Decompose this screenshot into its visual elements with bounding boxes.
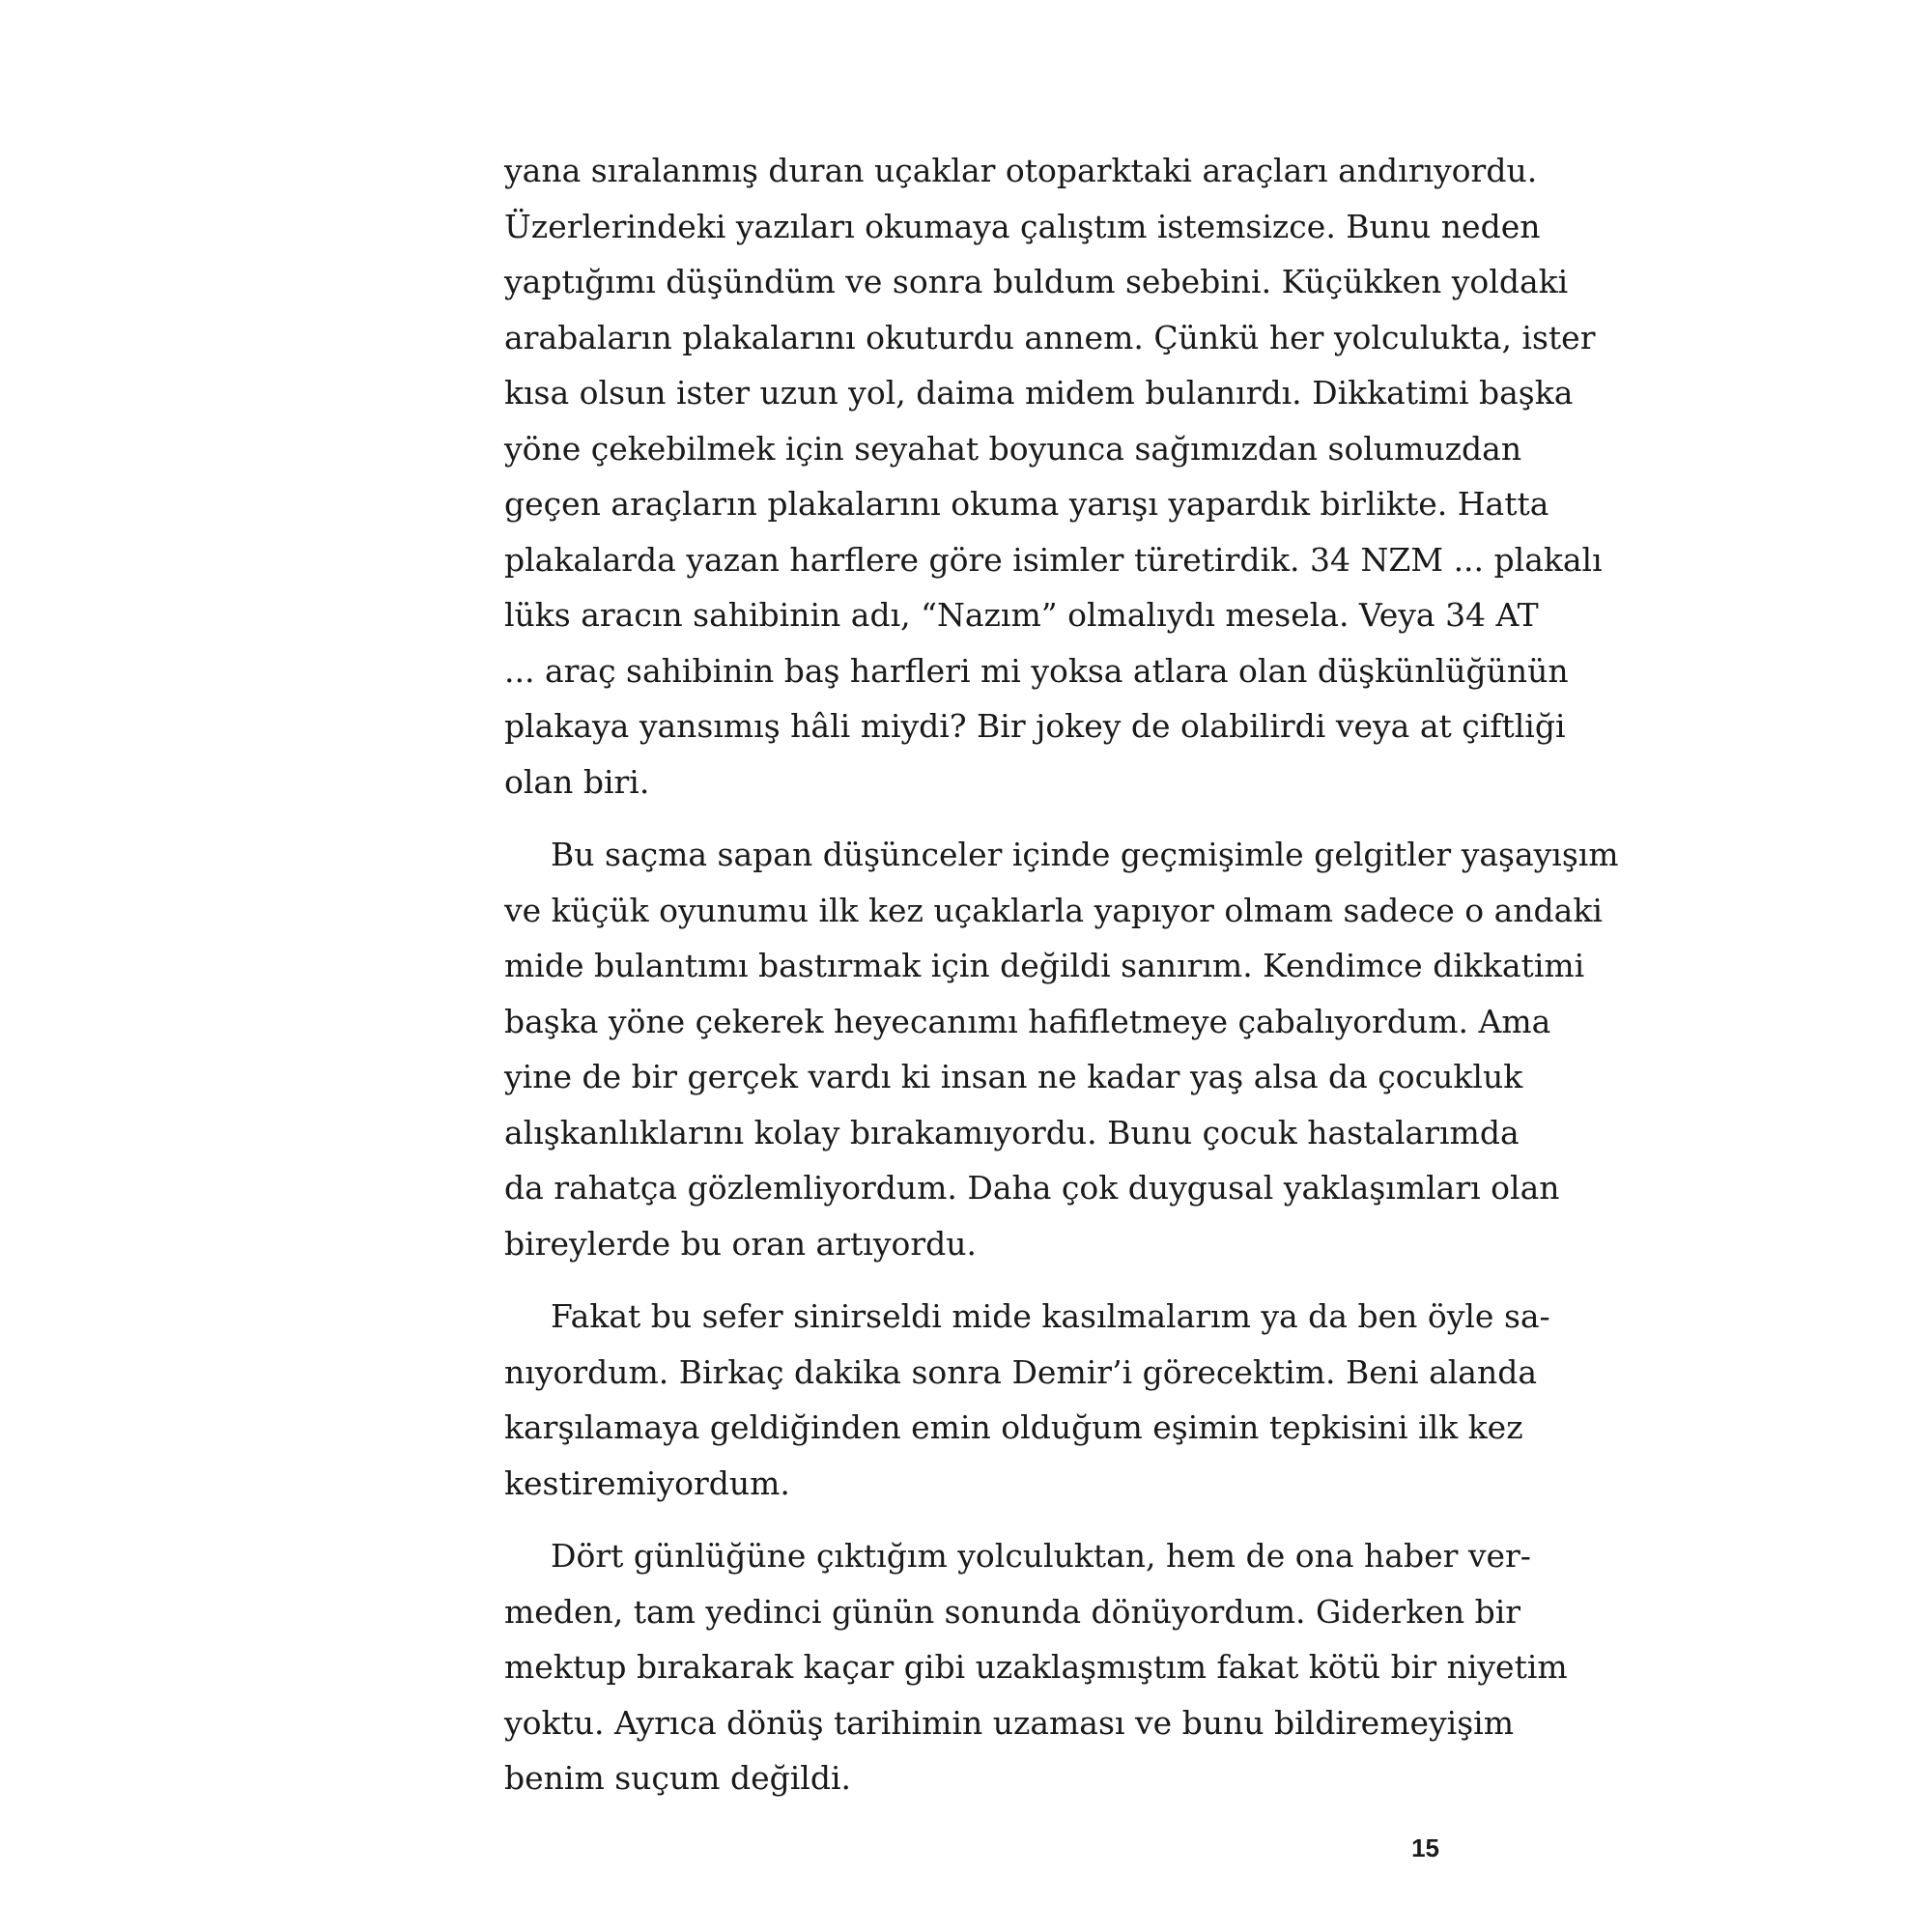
text-line: benim suçum değildi. <box>504 1759 852 1797</box>
text-line: da rahatça gözlemliyordum. Daha çok duygusal yaklaşımları olan <box>504 1169 1560 1207</box>
text-line: meden, tam yedinci günün sonunda dönüyordum. Giderken bir <box>504 1592 1521 1631</box>
text-line: yoktu. Ayrıca dönüş tarihimin uzaması ve bunu bildiremeyişim <box>504 1703 1515 1742</box>
text-line: yana sıralanmış duran uçaklar otoparktaki araçları andırıyordu. <box>504 152 1538 189</box>
text-line: plakaya yansımış hâli miydi? Bir jokey de olabilirdi veya at çiftliği <box>504 707 1566 745</box>
text-line: ... araç sahibinin baş harfleri mi yoksa atlara olan düşkünlüğünün <box>504 651 1569 690</box>
text-line: olan biri. <box>504 762 650 801</box>
paragraph-1 <box>504 143 1603 810</box>
body-text <box>504 143 1619 1806</box>
text-line: Dört günlüğüne çıktığım yolculuktan, hem de ona haber ver- <box>551 1537 1531 1575</box>
text-line: plakalarda yazan harflere göre isimler türetirdik. 34 NZM ... plakalı <box>504 540 1603 579</box>
text-line: Bu saçma sapan düşünceler içinde geçmişimle gelgitler yaşayışım <box>551 836 1619 873</box>
text-line: mektup bırakarak kaçar gibi uzaklaşmıştım fakat kötü bir niyetim <box>504 1648 1568 1686</box>
text-line: yine de bir gerçek vardı ki insan ne kadar yaş alsa da çocukluk <box>504 1058 1523 1095</box>
text-line: Fakat bu sefer sinirseldi mide kasılmalarım ya da ben öyle sa- <box>551 1297 1550 1335</box>
text-line: Üzerlerindeki yazıları okumaya çalıştım istemsizce. Bunu neden <box>504 207 1541 245</box>
paragraph-3 <box>504 1289 1550 1511</box>
text-line: karşılamaya geldiğinden emin olduğum eşimin tepkisini ilk kez <box>504 1408 1523 1446</box>
text-line: lüks aracın sahibinin adı, “Nazım” olmalıydı mesela. Veya 34 AT <box>504 596 1539 634</box>
text-line: yaptığımı düşündüm ve sonra buldum sebebini. Küçükken yoldaki <box>504 263 1569 300</box>
text-line: ve küçük oyunumu ilk kez uçaklarla yapıyor olmam sadece o andaki <box>504 891 1603 929</box>
text-line: geçen araçların plakalarını okuma yarışı yapardık birlikte. Hatta <box>504 485 1549 523</box>
text-line: başka yöne çekerek heyecanımı hafifletmeye çabalıyordum. Ama <box>504 1002 1551 1040</box>
paragraph-2 <box>504 827 1619 1271</box>
paragraph-4 <box>504 1528 1568 1806</box>
text-line: nıyordum. Birkaç dakika sonra Demir’i görecektim. Beni alanda <box>504 1352 1538 1391</box>
text-line: alışkanlıklarını kolay bırakamıyordu. Bunu çocuk hastalarımda <box>504 1113 1520 1151</box>
text-line: bireylerde bu oran artıyordu. <box>504 1224 977 1263</box>
text-line: yöne çekebilmek için seyahat boyunca sağımızdan solumuzdan <box>504 429 1522 468</box>
text-line: kısa olsun ister uzun yol, daima midem bulanırdı. Dikkatimi başka <box>504 374 1574 412</box>
page-number: 15 <box>1411 1833 1439 1862</box>
text-line: kestiremiyordum. <box>504 1463 790 1502</box>
text-line: arabaların plakalarını okuturdu annem. Çünkü her yolculukta, ister <box>504 318 1596 356</box>
text-line: mide bulantımı bastırmak için değildi sanırım. Kendimce dikkatimi <box>504 947 1585 984</box>
